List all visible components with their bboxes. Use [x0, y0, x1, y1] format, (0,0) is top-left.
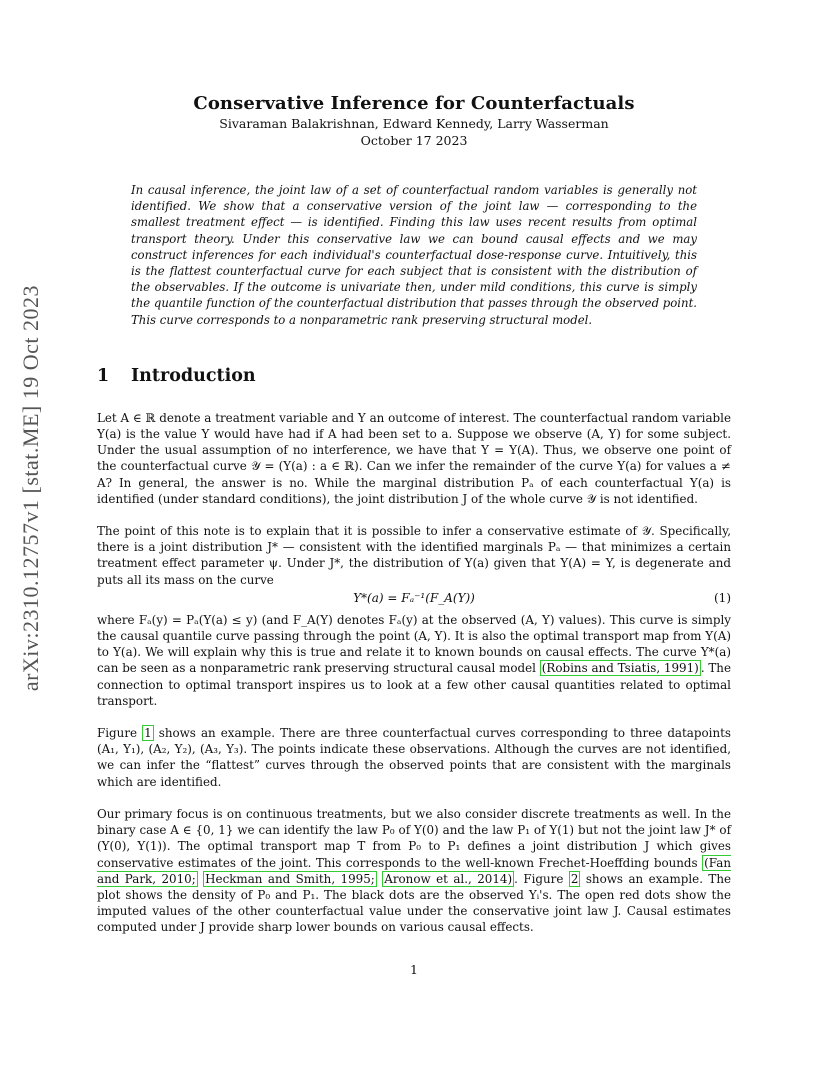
citation-aronow[interactable]: Aronow et al., 2014)	[384, 871, 513, 886]
abstract: In causal inference, the joint law of a set of counterfactual random variables is generally not identified. We show that a conservative version of the joint law — corresponding to the smallest treatment effect — is identified. Finding this law uses recent results from optimal transport theory. Under this conservative law we can bound causal effects and we may construct inferences for each individual's counterfactual dose-response curve. Intuitively, this is the flattest counterfactual curve for each subject that is consistent with the distribution of the observables. If the outcome is univariate then, under mild conditions, this curve is simply the quantile function of the counterfactual distribution that passes through the observed point. This curve corresponds to a nonparametric rank preserving structural model.	[131, 183, 697, 327]
paragraph-4	[97, 725, 731, 790]
paragraph-3	[97, 612, 731, 709]
paragraph-5-text-b: . Figure	[514, 871, 569, 886]
paragraph-1: Let A ∈ ℝ denote a treatment variable and Y an outcome of interest. The counterfactual random variable Y(a) is the value Y would have had if A had been set to a. Suppose we observe (A, Y) for some subject. Under the usual assumption of no interference, we have that Y = Y(A). Thus, we observe one point of the counterfactual curve 𝒴 = (Y(a) : a ∈ ℝ). Can we infer the remainder of the curve Y(a) for values a ≠ A? In general, the answer is no. While the marginal distribution Pₐ of each counterfactual Y(a) is identified (under standard conditions), the joint distribution J of the whole curve 𝒴 is not identified.	[97, 410, 731, 506]
citation-robins-tsiatis[interactable]: (Robins and Tsiatis, 1991)	[541, 661, 699, 676]
paragraph-4-text-b: shows an example. There are three counterfactual curves corresponding to three datapoints (A₁, Y₁), (A₂, Y₂), (A₃, Y₃). The points indicate these observations. Although the curves are not identified, we can infer the “flattest” curves through the observed points that are consistent with the marginals which are identified.	[97, 726, 731, 789]
paragraph-3-text-b: . The connection to optimal transport inspires us to look at a few other causal quantities related to optimal transport.	[97, 661, 732, 708]
paper-authors: Sivaraman Balakrishnan, Edward Kennedy, Larry Wasserman	[219, 116, 609, 131]
equation-body: Y*(a) = Fₐ⁻¹(F_A(Y))	[353, 590, 475, 605]
paragraph-5-text-c: shows an example. The plot shows the density of P₀ and P₁. The black dots are the observed Yᵢ's. The open red dots show the imputed values of the other counterfactual value under the conservative joint law J. Causal estimates computed under J provide sharp lower bounds on various causal effects.	[97, 871, 732, 935]
paper-page	[97, 93, 731, 936]
citation-fan-park[interactable]: (Fan and Park, 2010;	[97, 855, 731, 886]
figure-1-link[interactable]: 1	[144, 726, 152, 741]
paragraph-4-text-a: Figure	[97, 726, 143, 741]
citation-heckman-smith[interactable]: Heckman and Smith, 1995;	[205, 871, 375, 886]
paragraph-5-text-a: Our primary focus is on continuous treatments, but we also consider discrete treatments as well. In the binary case A ∈ {0, 1} we can identify the law P₀ of Y(0) and the law P₁ of Y(1) but not the joint law J* of (Y(0), Y(1)). The optimal transport map T from P₀ to P₁ defines a joint distribution J which gives conservative estimates of the joint. This corresponds to the well-known Frechet-Hoeffding bounds	[97, 806, 731, 870]
equation-number: (1)	[714, 590, 731, 605]
section-heading	[97, 366, 731, 386]
paragraph-2: The point of this note is to explain that it is possible to infer a conservative estimate of 𝒴. Specifically, there is a joint distribution J* — consistent with the identified marginals Pₐ — that minimizes a certain treatment effect parameter ψ. Under J*, the distribution of Y(a) given that Y(A) = Y, is degenerate and puts all its mass on the curve	[97, 524, 731, 587]
equation-1	[97, 591, 731, 609]
paper-title: Conservative Inference for Counterfactuals	[193, 93, 635, 114]
paragraph-3-text-a: where Fₐ(y) = Pₐ(Y(a) ≤ y) (and F_A(Y) denotes Fₐ(y) at the observed (A, Y) values). This curve is simply the causal quantile curve passing through the point (A, Y). It is also the optimal transport map from Y(A) to Y(a). We will explain why this is true and relate it to known bounds on causal effects. The curve Y*(a) can be seen as a nonparametric rank preserving structural causal model	[97, 612, 731, 676]
arxiv-identifier: arXiv:2310.12757v1 [stat.ME] 19 Oct 2023	[18, 285, 43, 692]
figure-2-link[interactable]: 2	[570, 871, 579, 886]
section-title: Introduction	[131, 365, 256, 386]
section-number: 1	[97, 365, 110, 386]
paper-date: October 17 2023	[360, 133, 468, 148]
page-number: 1	[410, 962, 418, 977]
paragraph-5	[97, 806, 731, 936]
